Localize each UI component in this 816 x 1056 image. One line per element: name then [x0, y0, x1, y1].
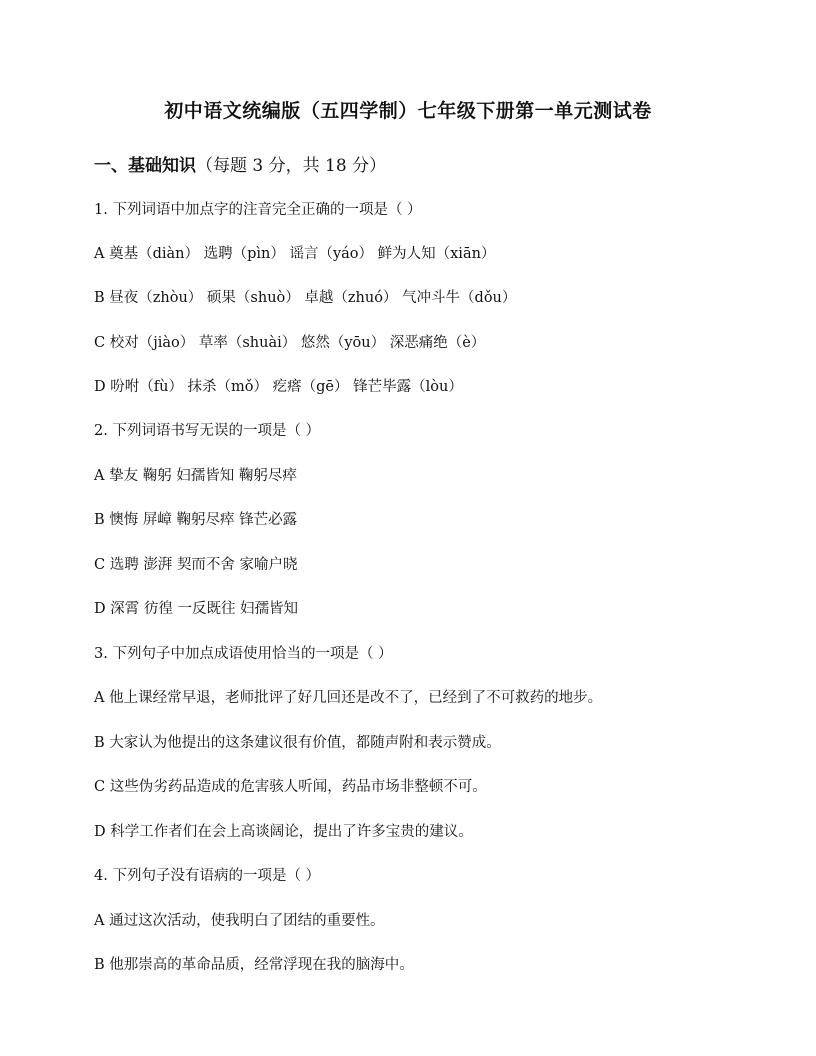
question-3-stem: 3. 下列句子中加点成语使用恰当的一项是（ ） [94, 646, 393, 662]
question-4-stem: 4. 下列句子没有语病的一项是（ ） [94, 868, 321, 884]
section-heading [94, 151, 386, 176]
question-3-option-b: B 大家认为他提出的这条建议很有价值，都随声附和表示赞成。 [94, 735, 501, 751]
question-2-option-c: C 选聘 澎湃 契而不舍 家喻户晓 [94, 557, 298, 573]
section-heading-label: 一、基础知识 [94, 156, 196, 176]
question-1-option-c: C 校对（jiào） 草率（shuài） 悠然（yōu） 深恶痛绝（è） [94, 335, 486, 351]
document-title: 初中语文统编版（五四学制）七年级下册第一单元测试卷 [164, 100, 652, 122]
question-2-option-d: D 深霄 彷徨 一反既往 妇孺皆知 [94, 601, 299, 617]
section-heading-note: （每题 3 分，共 18 分） [196, 156, 387, 176]
question-3-option-d: D 科学工作者们在会上高谈阔论，提出了许多宝贵的建议。 [94, 824, 473, 840]
question-2-option-a: A 挚友 鞠躬 妇孺皆知 鞠躬尽瘁 [94, 468, 297, 484]
question-1-option-d: D 吩咐（fù） 抹杀（mǒ） 疙瘩（gē） 锋芒毕露（lòu） [94, 379, 463, 395]
question-1-stem: 1. 下列词语中加点字的注音完全正确的一项是（ ） [94, 202, 422, 218]
question-3-option-a: A 他上课经常早退，老师批评了好几回还是改不了，已经到了不可救药的地步。 [94, 690, 603, 706]
question-2-stem: 2. 下列词语书写无误的一项是（ ） [94, 423, 321, 439]
question-1-option-a: A 奠基（diàn） 选聘（pìn） 谣言（yáo） 鲜为人知（xiān） [94, 246, 496, 262]
question-4-option-a: A 通过这次活动，使我明白了团结的重要性。 [94, 913, 385, 929]
question-3-option-c: C 这些伪劣药品造成的危害骇人听闻，药品市场非整顿不可。 [94, 779, 487, 795]
question-1-option-b: B 昼夜（zhòu） 硕果（shuò） 卓越（zhuó） 气冲斗牛（dǒu） [94, 290, 517, 306]
question-2-option-b: B 懊悔 屏嶂 鞠躬尽瘁 锋芒必露 [94, 512, 298, 528]
question-4-option-b: B 他那崇高的革命品质，经常浮现在我的脑海中。 [94, 957, 414, 973]
